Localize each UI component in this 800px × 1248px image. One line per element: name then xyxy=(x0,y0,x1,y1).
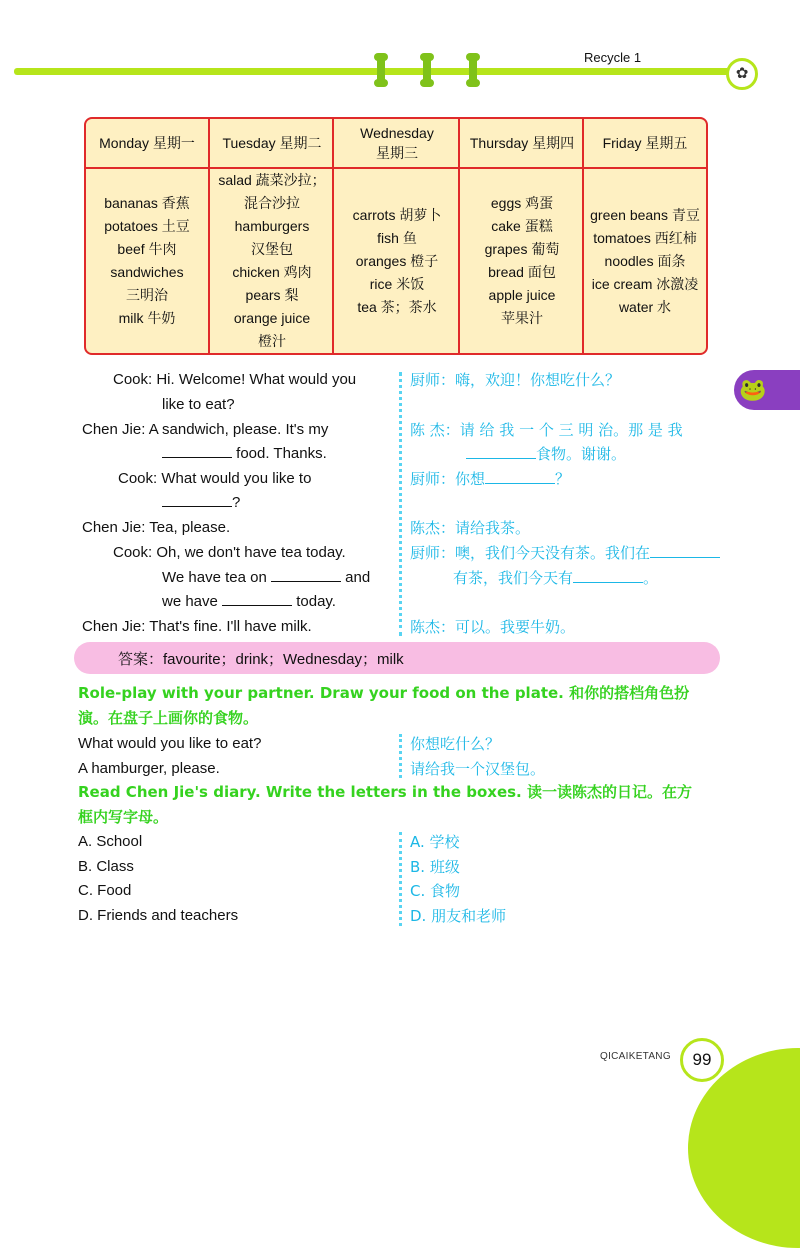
table-header: Monday 星期一 xyxy=(86,119,208,169)
table-cell xyxy=(334,169,460,353)
food-item: bread 面包 xyxy=(488,264,556,280)
translation-line xyxy=(453,566,658,591)
food-item: potatoes 土豆 xyxy=(104,218,190,234)
answer-blank[interactable] xyxy=(222,591,292,606)
translation-line: 陈 杰：请 给 我 一 个 三 明 治。那 是 我 xyxy=(410,421,683,439)
table-column-wednesday xyxy=(332,119,460,353)
translation-line xyxy=(410,467,570,492)
dialogue-line xyxy=(162,566,370,591)
dialogue-text: We have tea on xyxy=(162,569,267,586)
dialogue-line xyxy=(162,442,327,467)
diary-option: C. Food xyxy=(78,882,132,899)
food-item: orange juice xyxy=(233,310,311,326)
diary-option-cn: D. 朋友和老师 xyxy=(410,907,507,925)
roleplay-instruction: Role-play with your partner. Draw your food on the plate. 和你的搭档角色扮 xyxy=(78,684,690,702)
header-rule xyxy=(14,68,734,75)
table-column-friday xyxy=(582,119,706,353)
answer-blank[interactable] xyxy=(650,543,720,558)
food-item: bananas 香蕉 xyxy=(104,195,190,211)
dialogue-line xyxy=(162,590,336,615)
weekly-menu-table xyxy=(84,117,708,355)
food-item: milk 牛奶 xyxy=(118,310,176,326)
food-item: carrots 胡萝卜 xyxy=(352,206,442,223)
dialogue-line: Cook: What would you like to xyxy=(118,470,312,487)
food-item: sandwiches xyxy=(110,264,184,280)
dialogue-text: and xyxy=(345,569,371,586)
food-item: grapes 葡萄 xyxy=(484,241,560,257)
food-item: oranges 橙子 xyxy=(355,252,439,269)
diary-option-cn: A. 学校 xyxy=(410,833,460,851)
roleplay-answer: A hamburger, please. xyxy=(78,760,220,777)
diary-option-cn: C. 食物 xyxy=(410,882,461,900)
translation-line xyxy=(466,442,626,467)
food-item: eggs 鸡蛋 xyxy=(490,195,554,211)
diary-option-cn: B. 班级 xyxy=(410,858,460,876)
dialogue-text: food. Thanks. xyxy=(236,445,327,462)
food-item: apple juice xyxy=(488,287,556,303)
dialogue-line: Cook: Hi. Welcome! What would you xyxy=(113,371,357,388)
translation-text: 。 xyxy=(643,569,659,587)
food-item: water 水 xyxy=(618,298,672,315)
diary-option: A. School xyxy=(78,833,143,850)
binder-clip-icon xyxy=(469,53,477,87)
food-item: 三明治 xyxy=(126,287,168,303)
table-column-monday xyxy=(86,119,208,353)
roleplay-answer-cn: 请给我一个汉堡包。 xyxy=(410,760,546,778)
dialogue-text: we have xyxy=(162,593,218,610)
food-item: fish 鱼 xyxy=(377,229,417,246)
header-label: Wednesday 星期三 xyxy=(360,125,434,161)
answer-blank[interactable] xyxy=(485,469,555,484)
table-header xyxy=(334,119,460,169)
food-item: pears 梨 xyxy=(245,287,299,303)
food-item: noodles 面条 xyxy=(604,252,686,269)
answer-blank[interactable] xyxy=(162,443,232,458)
diary-instruction: 框内写字母。 xyxy=(78,808,169,826)
translation-text: 有茶，我们今天有 xyxy=(453,569,574,587)
food-item: 橙汁 xyxy=(258,333,286,349)
column-divider xyxy=(399,832,402,926)
answer-blank[interactable] xyxy=(162,492,232,507)
food-item: chicken 鸡肉 xyxy=(232,264,312,280)
food-item: 汉堡包 xyxy=(251,241,293,257)
table-column-tuesday xyxy=(208,119,334,353)
column-divider xyxy=(399,372,402,636)
translation-line: 陈杰：请给我茶。 xyxy=(410,519,531,537)
table-cell xyxy=(584,169,706,353)
mascot-icon: ✿ xyxy=(726,58,758,90)
answer-blank[interactable] xyxy=(573,568,643,583)
diary-instruction: Read Chen Jie's diary. Write the letters in the boxes. 读一读陈杰的日记。在方 xyxy=(78,783,692,801)
binder-clip-icon xyxy=(377,53,385,87)
food-item: salad 蔬菜沙拉； xyxy=(218,172,326,188)
dialogue-line: like to eat? xyxy=(162,396,235,413)
table-header: Friday 星期五 xyxy=(584,119,706,169)
food-item: 苹果汁 xyxy=(501,310,543,326)
column-divider xyxy=(399,734,402,778)
translation-text: 厨师：你想 xyxy=(410,470,486,488)
dialogue-line xyxy=(162,491,240,516)
page-number: 99 xyxy=(680,1038,724,1082)
table-cell xyxy=(460,169,584,353)
translation-text: 食物。谢谢。 xyxy=(536,445,627,463)
dialogue-line: Chen Jie: Tea, please. xyxy=(82,519,231,536)
footer-brand: QICAIKETANG xyxy=(600,1051,671,1062)
answer-blank[interactable] xyxy=(466,444,536,459)
translation-text: ？ xyxy=(555,470,571,488)
section-title: Recycle 1 xyxy=(584,50,642,65)
answer-blank[interactable] xyxy=(271,567,341,582)
food-item: tea 茶；茶水 xyxy=(357,298,437,315)
table-header: Tuesday 星期二 xyxy=(210,119,334,169)
food-item: rice 米饭 xyxy=(369,275,425,292)
roleplay-instruction: 演。在盘子上画你的食物。 xyxy=(78,709,259,727)
frog-icon: 🐸 xyxy=(739,377,767,402)
translation-line: 厨师：嗨，欢迎！你想吃什么？ xyxy=(410,371,621,389)
translation-line: 陈杰：可以。我要牛奶。 xyxy=(410,618,576,636)
dialogue-text: today. xyxy=(296,593,336,610)
table-header: Thursday 星期四 xyxy=(460,119,584,169)
answer-text: 答案：favourite；drink；Wednesday；milk xyxy=(118,651,404,668)
diary-option: D. Friends and teachers xyxy=(78,907,239,924)
diary-option: B. Class xyxy=(78,858,134,875)
table-column-thursday xyxy=(458,119,584,353)
table-cell xyxy=(86,169,208,353)
translation-line xyxy=(410,541,720,566)
binder-clip-icon xyxy=(423,53,431,87)
food-item: green beans 青豆 xyxy=(590,206,700,223)
translation-text: 厨师：噢，我们今天没有茶。我们在 xyxy=(410,544,651,562)
roleplay-question: What would you like to eat? xyxy=(78,735,262,752)
dialogue-line: Chen Jie: A sandwich, please. It's my xyxy=(82,421,329,438)
table-cell xyxy=(210,169,334,353)
dialogue-line: Cook: Oh, we don't have tea today. xyxy=(113,544,346,561)
dialogue-text: ? xyxy=(232,494,241,511)
food-item: cake 蛋糕 xyxy=(491,218,553,234)
dialogue-line: Chen Jie: That's fine. I'll have milk. xyxy=(82,618,312,635)
food-item: 混合沙拉 xyxy=(244,195,300,211)
food-item: hamburgers xyxy=(234,218,310,234)
roleplay-question-cn: 你想吃什么？ xyxy=(410,735,501,753)
food-item: beef 牛肉 xyxy=(117,241,177,257)
food-item: ice cream 冰激凌 xyxy=(591,275,699,292)
food-item: tomatoes 西红柿 xyxy=(593,229,697,246)
